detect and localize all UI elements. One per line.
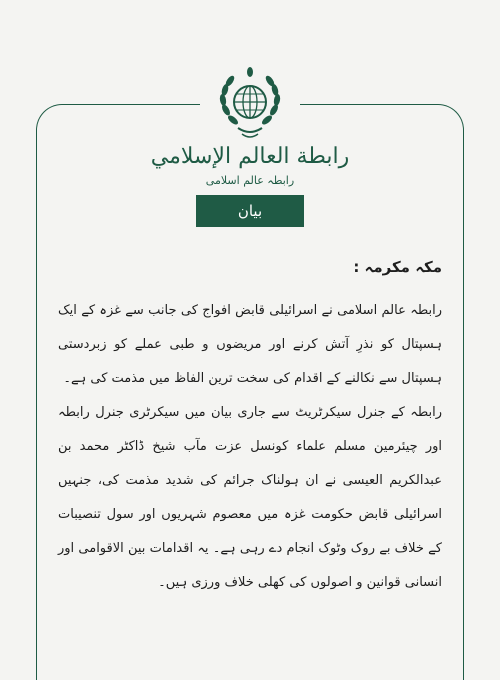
dateline-location: مکہ مکرمہ : <box>353 258 442 276</box>
globe-laurel-emblem-icon <box>214 66 286 146</box>
emblem-container <box>200 62 300 152</box>
statement-badge: بیان <box>196 195 304 227</box>
statement-paragraph-2: رابطہ کے جنرل سیکرٹریٹ سے جاری بیان میں سیکرٹری جنرل رابطہ اور چیئرمین مسلم علماء کونسل عزت مآب شیخ ڈاکٹر محمد بن عبدالکریم العیسی نے ان ہولناک جرائم کی شدید مذمت کی، جنہیں اسرائیلی قابض حکومت غزہ میں معصوم شہریوں اور سول تنصیبات کے خلاف بے روک وٹوک انجام دے رہی ہے۔ یہ اقدامات بین الاقوامی اور انسانی قوانین و اصولوں کی کھلی خلاف ورزی ہیں۔ <box>58 405 442 590</box>
org-name-urdu: رابطہ عالم اسلامی <box>205 174 295 187</box>
statement-paragraph-1: رابطہ عالم اسلامی نے اسرائیلی قابض افواج کی جانب سے غزہ کے ایک ہسپتال کو نذرِ آتش کرنے اور مریضوں و طبی عملے کو زبردستی ہسپتال سے نکالنے کے اقدام کی سخت ترین الفاظ میں مذمت کی ہے۔ <box>58 303 442 386</box>
org-name-arabic: رابطة العالم الإسلامي <box>150 144 350 169</box>
